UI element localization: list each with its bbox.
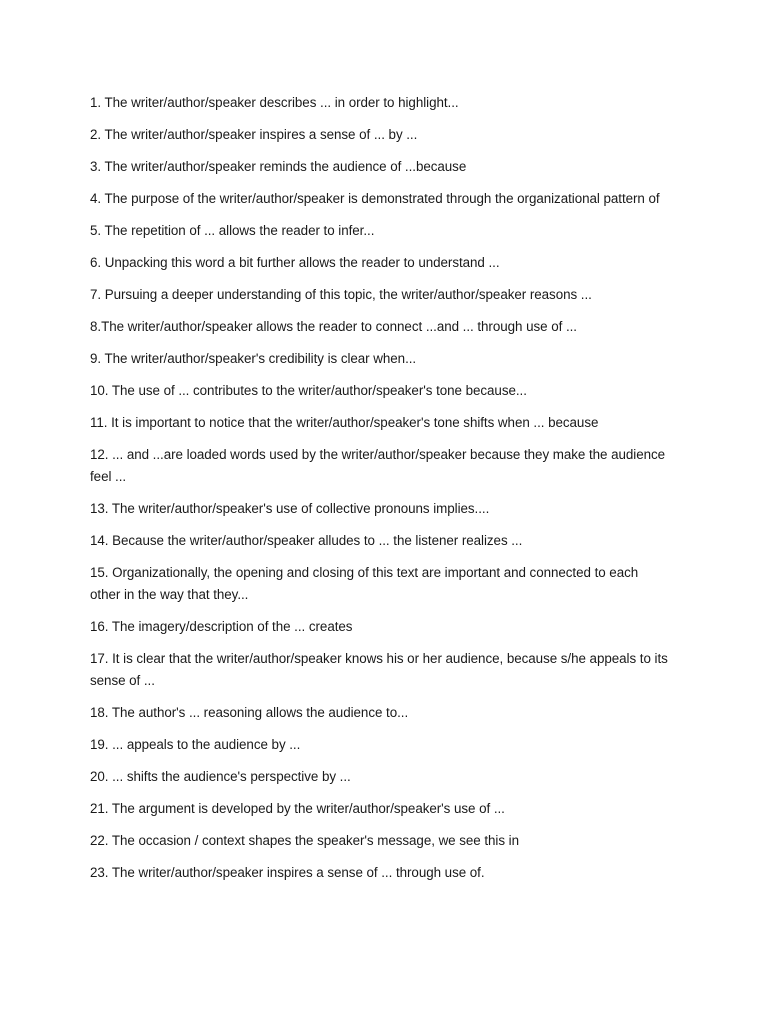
list-item: 9. The writer/author/speaker's credibility is clear when...: [90, 351, 417, 366]
list-item: 15. Organizationally, the opening and closing of this text are important and connected to each other in the way that they...: [90, 565, 639, 602]
sentence-stem-list: [90, 92, 670, 894]
list-item: 7. Pursuing a deeper understanding of this topic, the writer/author/speaker reasons ...: [90, 287, 592, 302]
list-item: 23. The writer/author/speaker inspires a sense of ... through use of.: [90, 865, 485, 880]
list-item: 1. The writer/author/speaker describes ... in order to highlight...: [90, 95, 459, 110]
list-item: 14. Because the writer/author/speaker alludes to ... the listener realizes ...: [90, 533, 523, 548]
list-item: 22. The occasion / context shapes the speaker's message, we see this in: [90, 833, 519, 848]
list-item: 8.The writer/author/speaker allows the reader to connect ...and ... through use of ...: [90, 319, 577, 334]
list-item: 19. ... appeals to the audience by ...: [90, 737, 301, 752]
list-item: 16. The imagery/description of the ... creates: [90, 619, 353, 634]
list-item: 20. ... shifts the audience's perspective by ...: [90, 769, 351, 784]
list-item: 6. Unpacking this word a bit further allows the reader to understand ...: [90, 255, 500, 270]
list-item: 21. The argument is developed by the writer/author/speaker's use of ...: [90, 801, 505, 816]
list-item: 5. The repetition of ... allows the reader to infer...: [90, 223, 375, 238]
list-item: 4. The purpose of the writer/author/speaker is demonstrated through the organizational pattern of: [90, 191, 660, 206]
list-item: 2. The writer/author/speaker inspires a sense of ... by ...: [90, 127, 418, 142]
list-item: 11. It is important to notice that the writer/author/speaker's tone shifts when ... because: [90, 415, 599, 430]
list-item: 12. ... and ...are loaded words used by the writer/author/speaker because they make the audience feel ...: [90, 447, 666, 484]
list-item: 13. The writer/author/speaker's use of collective pronouns implies....: [90, 501, 490, 516]
list-item: 3. The writer/author/speaker reminds the audience of ...because: [90, 159, 467, 174]
list-item: 10. The use of ... contributes to the writer/author/speaker's tone because...: [90, 383, 527, 398]
list-item: 18. The author's ... reasoning allows the audience to...: [90, 705, 409, 720]
list-item: 17. It is clear that the writer/author/speaker knows his or her audience, because s/he appeals to its sense of ...: [90, 651, 668, 688]
